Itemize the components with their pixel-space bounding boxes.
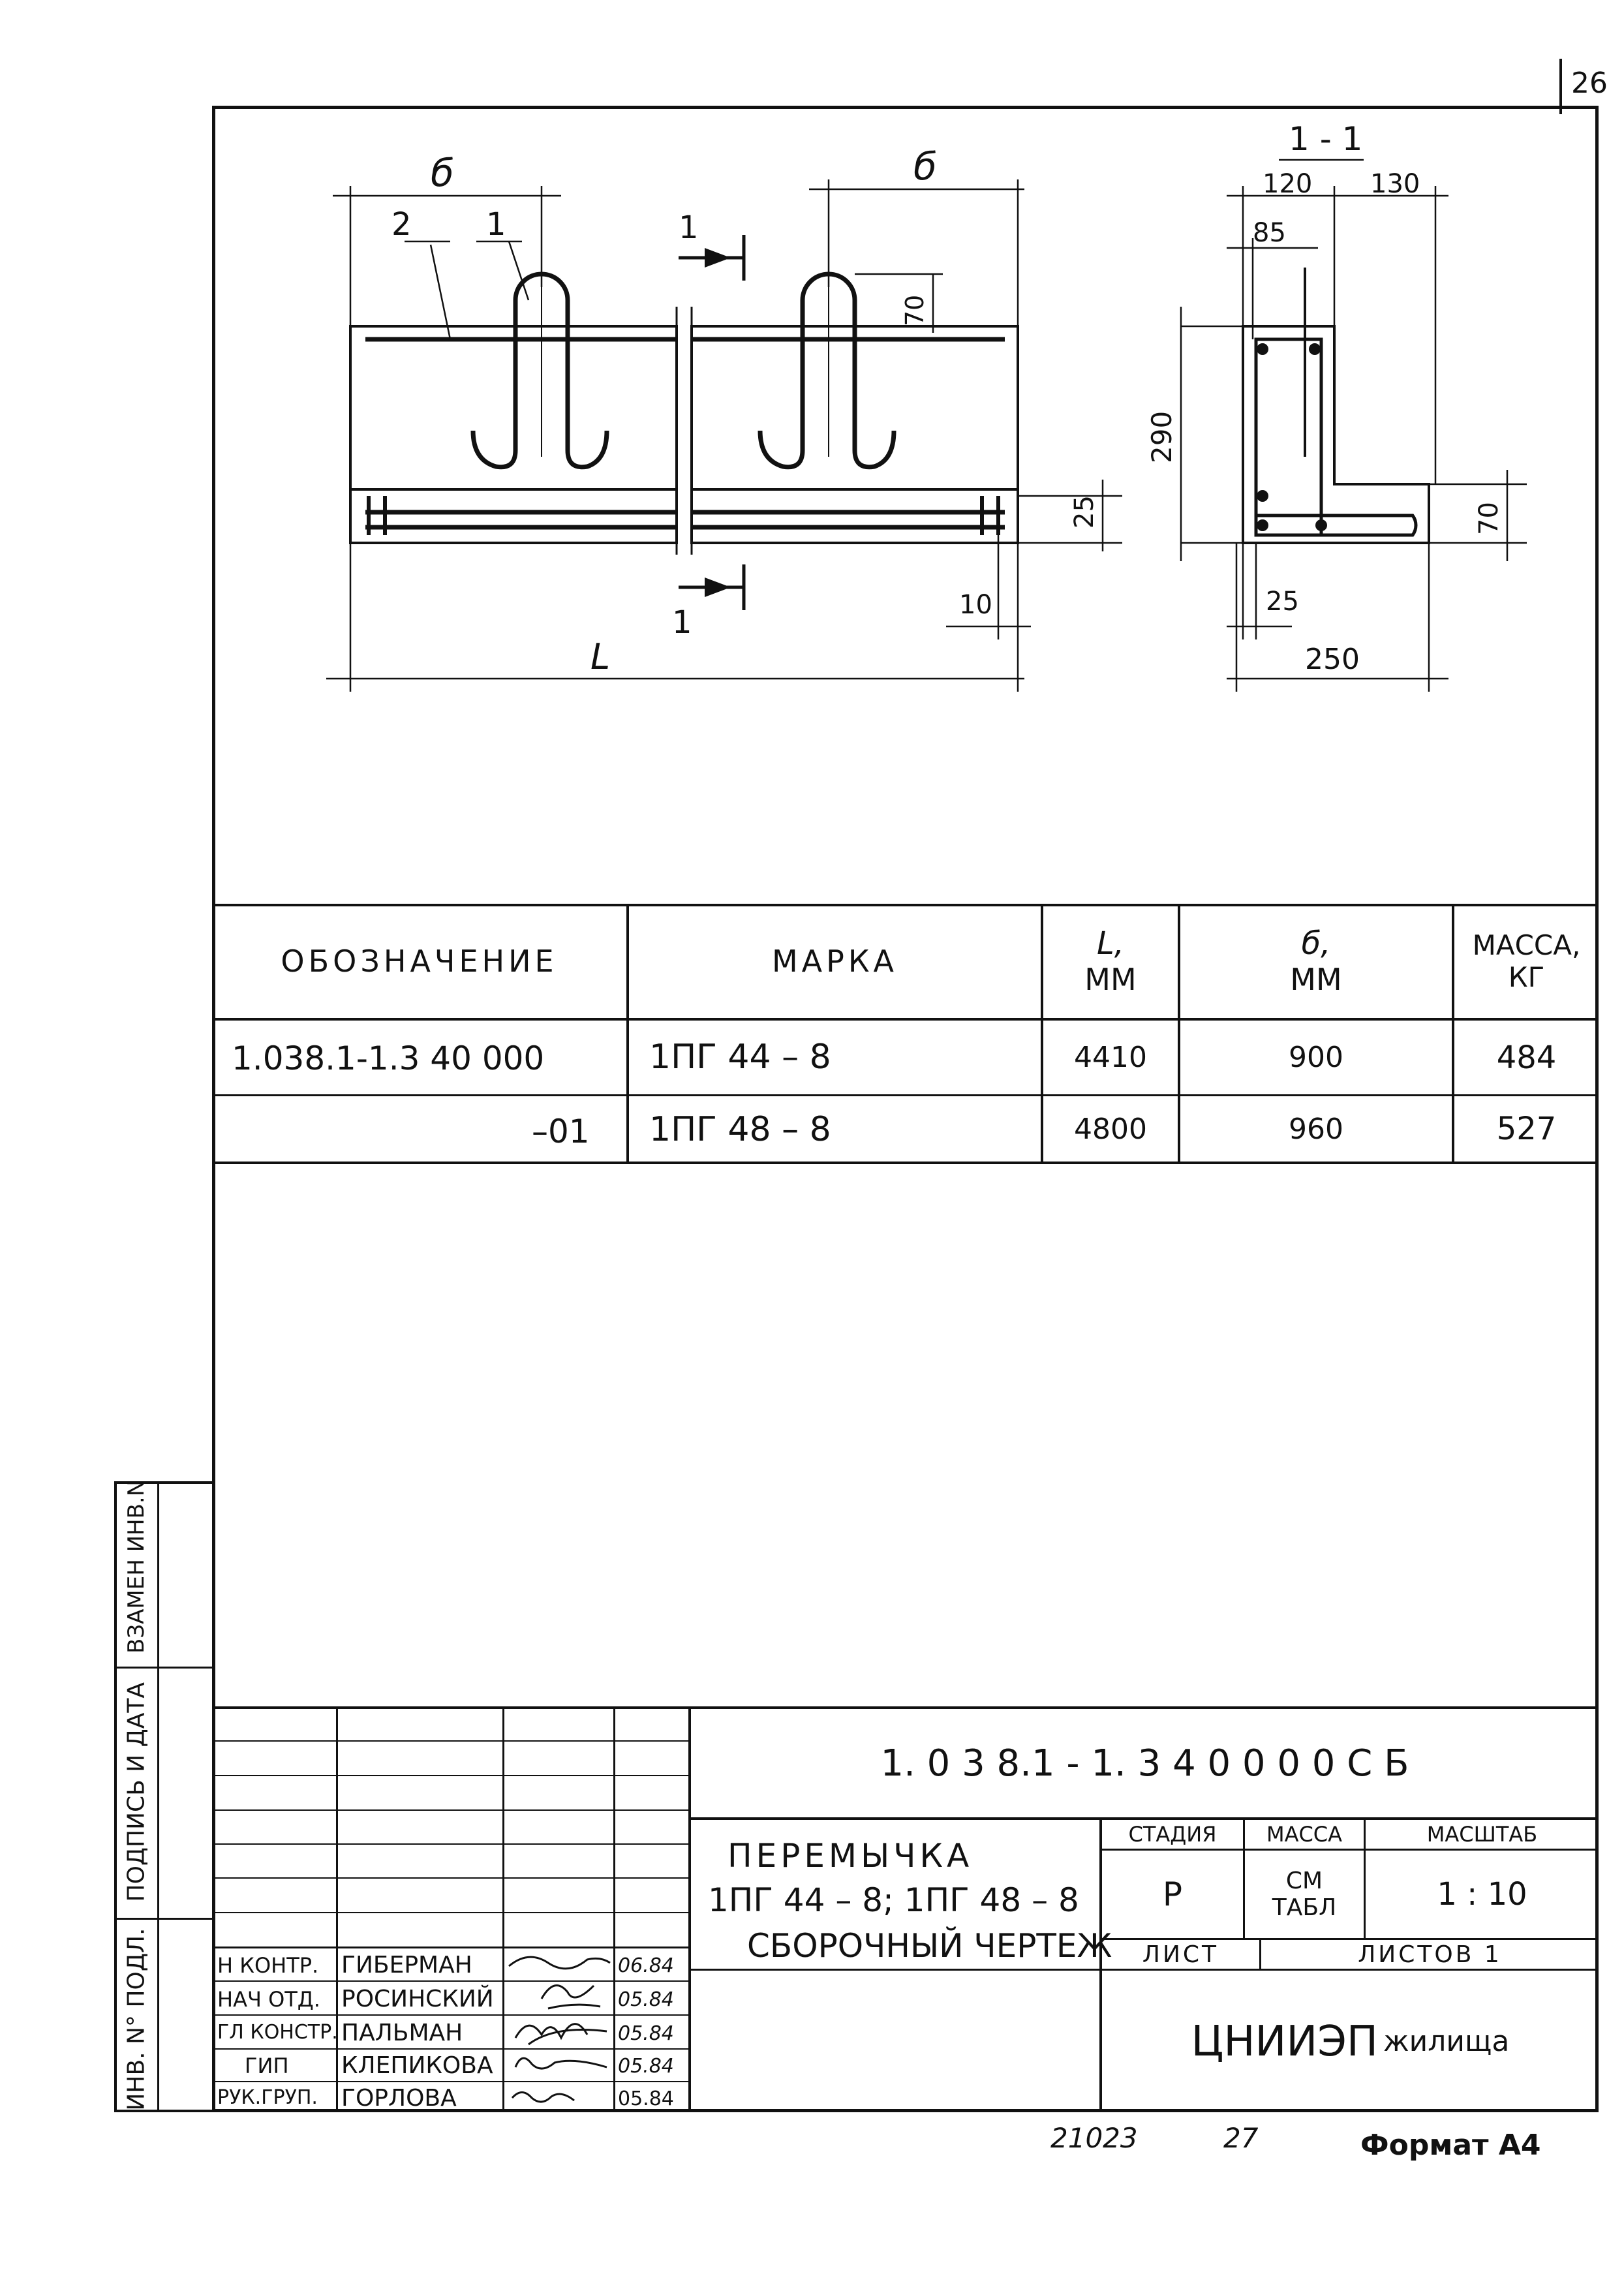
header-L: L, ММ xyxy=(1084,925,1137,997)
header-mass: МАССА, КГ xyxy=(1472,929,1581,993)
dim-70-elev: 70 xyxy=(900,294,929,326)
sheet-label: ЛИСТ xyxy=(1142,1941,1219,1968)
footer-page: 27 xyxy=(1223,2122,1259,2154)
section-mark-bottom: 1 xyxy=(672,604,692,641)
stage-value: Р xyxy=(1162,1875,1183,1913)
beam-flange-left xyxy=(350,489,677,543)
callout-1: 1 xyxy=(486,206,506,243)
mass-value: СМ ТАБЛ xyxy=(1272,1868,1337,1921)
sig-date-3: 05.84 xyxy=(618,2022,674,2045)
row2-mass: 527 xyxy=(1496,1111,1557,1147)
drawing-type: СБОРОЧНЫЙ ЧЕРТЕЖ xyxy=(747,1927,1112,1965)
row1-b: 900 xyxy=(1289,1041,1343,1074)
dim-290: 290 xyxy=(1146,410,1178,463)
sig-role-2: НАЧ ОТД. xyxy=(217,1987,320,2012)
footer-number: 21023 xyxy=(1050,2122,1138,2154)
header-designation: ОБОЗНАЧЕНИЕ xyxy=(281,943,558,979)
row1-L: 4410 xyxy=(1074,1041,1147,1074)
header-mark: МАРКА xyxy=(771,943,898,979)
dim-120: 120 xyxy=(1263,169,1313,199)
row2-mark: 1ПГ 48 – 8 xyxy=(649,1110,831,1149)
stamp-replace: ВЗАМЕН ИНВ.N xyxy=(123,1479,149,1654)
title-block xyxy=(212,1706,1599,2112)
header-b: б, ММ xyxy=(1290,925,1342,997)
callout-2: 2 xyxy=(391,206,412,243)
signature-scribbles xyxy=(502,1947,613,2112)
row1-designation: 1.038.1-1.3 40 000 xyxy=(232,1039,545,1077)
sig-name-2: РОСИНСКИЙ xyxy=(341,1986,494,2012)
row2-L: 4800 xyxy=(1074,1112,1147,1146)
sig-date-5: 05.84 xyxy=(618,2087,674,2110)
dim-70-sect: 70 xyxy=(1474,502,1504,535)
sheets-label: ЛИСТОВ 1 xyxy=(1358,1941,1502,1968)
row1-mass: 484 xyxy=(1496,1039,1557,1076)
sig-role-3: ГЛ КОНСТР. xyxy=(217,2021,338,2044)
sig-name-1: ГИБЕРМАН xyxy=(341,1952,472,1978)
product-name: ПЕРЕМЫЧКА xyxy=(728,1837,973,1875)
row1-mark: 1ПГ 44 – 8 xyxy=(649,1038,831,1077)
sig-role-1: Н КОНТР. xyxy=(217,1953,319,1978)
scale-value: 1 : 10 xyxy=(1437,1876,1527,1913)
mass-label: МАССА xyxy=(1266,1822,1343,1847)
dim-b-left: б xyxy=(431,151,454,195)
sig-role-5: РУК.ГРУП. xyxy=(217,2086,318,2109)
stamp-inventory: ИНВ. N° ПОДЛ. xyxy=(123,1928,150,2111)
page-number: 26 xyxy=(1571,67,1608,100)
sig-name-3: ПАЛЬМАН xyxy=(341,2020,463,2046)
organization: ЦНИИЭП жилища xyxy=(1191,2017,1510,2066)
footer-format: Формат А4 xyxy=(1360,2129,1541,2162)
rebar-dot xyxy=(1257,343,1268,355)
sig-date-4: 05.84 xyxy=(618,2055,674,2078)
row2-designation: –01 xyxy=(532,1113,590,1150)
scale-label: МАСШТАБ xyxy=(1426,1822,1538,1847)
dim-85: 85 xyxy=(1253,218,1286,248)
sig-name-5: ГОРЛОВА xyxy=(341,2085,457,2112)
stage-label: СТАДИЯ xyxy=(1128,1822,1217,1847)
section-title: 1 - 1 xyxy=(1289,120,1363,158)
spec-table xyxy=(212,904,1599,1165)
dim-130: 130 xyxy=(1370,169,1420,199)
dim-10-elev: 10 xyxy=(959,590,992,620)
sig-date-1: 06.84 xyxy=(618,1954,674,1977)
section-outline xyxy=(1243,326,1429,543)
dim-L: L xyxy=(590,636,611,677)
sig-name-4: КЛЕПИКОВА xyxy=(341,2052,493,2079)
sig-role-4: ГИП xyxy=(245,2054,289,2078)
doc-code: 1. 0 3 8.1 - 1. 3 4 0 0 0 0 С Б xyxy=(880,1742,1409,1785)
dim-250: 250 xyxy=(1305,643,1360,676)
side-stamp xyxy=(114,1481,212,2112)
assembly-drawing xyxy=(0,0,1624,914)
dim-25-elev: 25 xyxy=(1069,495,1099,529)
dim-25-sect: 25 xyxy=(1266,587,1299,617)
row2-b: 960 xyxy=(1289,1112,1343,1146)
section-mark-top: 1 xyxy=(679,209,699,246)
product-marks: 1ПГ 44 – 8; 1ПГ 48 – 8 xyxy=(708,1881,1079,1919)
sig-date-2: 05.84 xyxy=(618,1988,674,2011)
beam-flange-right xyxy=(692,489,1018,543)
stamp-signature-date: ПОДПИСЬ И ДАТА xyxy=(123,1682,150,1902)
dim-b-right: б xyxy=(913,144,937,189)
